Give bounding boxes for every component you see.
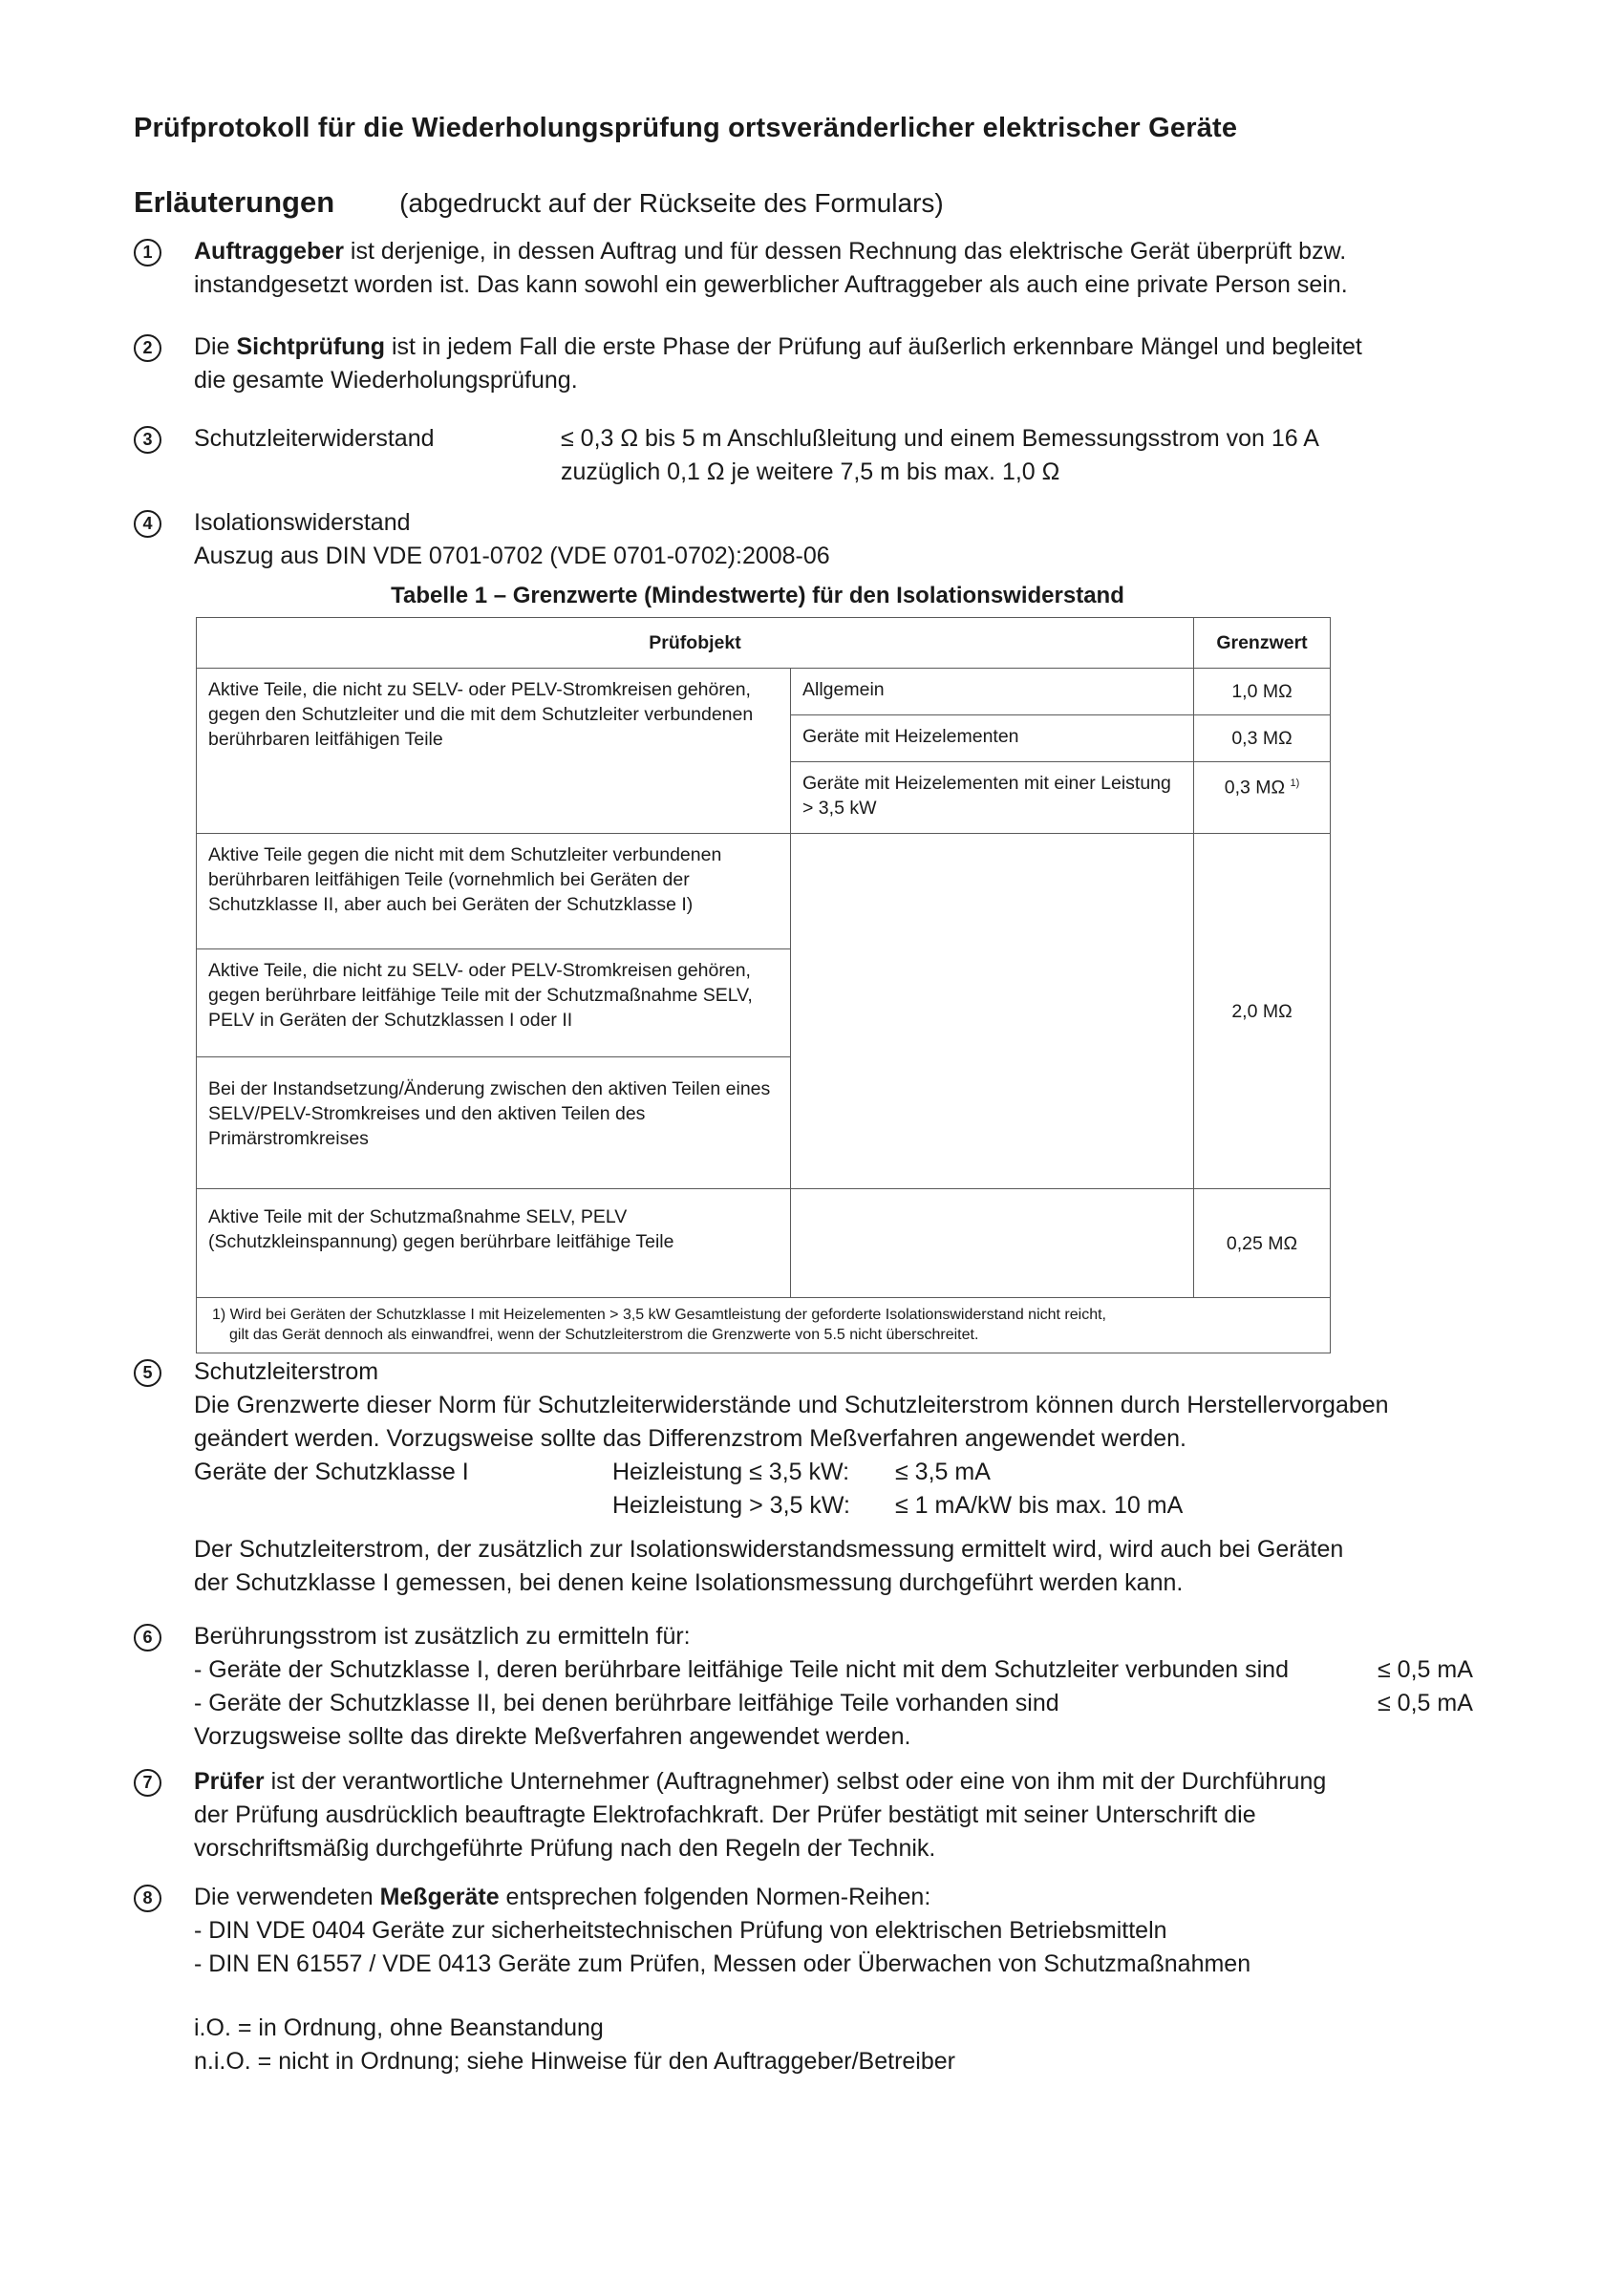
item-4-number: 4	[134, 510, 161, 538]
item-6-limit-3: ≤ 0,5 mA	[1378, 1690, 1473, 1716]
legend-ok: i.O. = in Ordnung, ohne Beanstandung	[194, 2014, 604, 2041]
table-caption: Tabelle 1 – Grenzwerte (Mindestwerte) für den Isolationswiderstand	[391, 583, 1124, 608]
heading-note: (abgedruckt auf der Rückseite des Formulars)	[399, 188, 944, 218]
item-5-note-line-1: Der Schutzleiterstrom, der zusätzlich zur Isolationswiderstandsmessung ermittelt wird, wird auch bei Geräten	[194, 1536, 1344, 1563]
item-1-number: 1	[134, 239, 161, 266]
item-5-line-2: geändert werden. Vorzugsweise sollte das Differenzstrom Meßverfahren angewendet werden.	[194, 1425, 1186, 1452]
item-1-line-1: Auftraggeber ist derjenige, in dessen Auftrag und für dessen Rechnung das elektrische Gerät überprüft bzw.	[194, 238, 1347, 265]
group-1-sub-3: Geräte mit Heizelementen mit einer Leistung > 3,5 kW	[791, 762, 1194, 834]
item-7-line-3: vorschriftsmäßig durchgeführte Prüfung nach den Regeln der Technik.	[194, 1835, 936, 1862]
item-7-line-2: der Prüfung ausdrücklich beauftragte Elektrofachkraft. Der Prüfer bestätigt mit seiner Unterschrift die	[194, 1801, 1256, 1828]
limits-table	[196, 617, 1331, 1353]
item-1-text	[194, 235, 1348, 302]
item-7-text	[194, 1765, 1326, 1865]
row-5-object: Aktive Teile mit der Schutzmaßnahme SELV, PELV (Schutzkleinspannung) gegen berührbare leitfähige Teile	[197, 1189, 791, 1298]
item-8-number: 8	[134, 1885, 161, 1912]
item-5-line-1: Die Grenzwerte dieser Norm für Schutzleiterwiderstände und Schutzleiterstrom können durch Herstellervorgaben	[194, 1392, 1389, 1418]
item-5-condition-2: Heizleistung > 3,5 kW:	[612, 1492, 850, 1519]
item-8-line-3: - DIN EN 61557 / VDE 0413 Geräte zum Prüfen, Messen oder Überwachen von Schutzmaßnahmen	[194, 1950, 1251, 1977]
item-4-source: Auszug aus DIN VDE 0701-0702 (VDE 0701-0702):2008-06	[194, 543, 830, 569]
row-3-object: Aktive Teile, die nicht zu SELV- oder PELV-Stromkreisen gehören, gegen berührbare leitfähige Teile mit der Schutzmaßnahme SELV, PELV in Geräten der Schutzklassen I oder II	[197, 949, 791, 1057]
item-6-text	[194, 1620, 1289, 1754]
item-2-line-2: die gesamte Wiederholungsprüfung.	[194, 367, 578, 394]
group-1-value-3: 0,3 MΩ $^{1)}$	[1194, 762, 1331, 834]
item-6-line-3: - Geräte der Schutzklasse II, bei denen berührbare leitfähige Teile vorhanden sind	[194, 1690, 1059, 1716]
row-5-value: 0,25 MΩ	[1194, 1189, 1331, 1298]
item-3-line-2: zuzüglich 0,1 Ω je weitere 7,5 m bis max. 1,0 Ω	[561, 458, 1060, 485]
item-2-line-1: Die Sichtprüfung ist in jedem Fall die erste Phase der Prüfung auf äußerlich erkennbare Mängel und begleitet	[194, 333, 1362, 360]
group-1-object: Aktive Teile, die nicht zu SELV- oder PELV-Stromkreisen gehören, gegen den Schutzleiter und die mit dem Schutzleiter verbundenen berührbaren leitfähigen Teile	[197, 669, 791, 834]
item-2-number: 2	[134, 334, 161, 362]
item-6-line-1: Berührungsstrom ist zusätzlich zu ermitteln für:	[194, 1623, 691, 1650]
item-5-label: Schutzleiterstrom	[194, 1358, 379, 1385]
group-1-sub-2: Geräte mit Heizelementen	[791, 715, 1194, 762]
row-2-object: Aktive Teile gegen die nicht mit dem Schutzleiter verbundenen berührbaren leitfähigen Teile (vornehmlich bei Geräten der Schutzklasse II, aber auch bei Geräten der Schutzklasse I)	[197, 834, 791, 949]
item-5-class-label: Geräte der Schutzklasse I	[194, 1459, 469, 1485]
document-title: Prüfprotokoll für die Wiederholungsprüfung ortsveränderlicher elektrischer Geräte	[134, 113, 1238, 143]
table-row	[197, 669, 1331, 715]
table-row	[197, 1189, 1331, 1298]
row-5-empty	[791, 1189, 1194, 1298]
item-5-note-line-2: der Schutzklasse I gemessen, bei denen keine Isolationsmessung durchgeführt werden kann.	[194, 1569, 1184, 1596]
section-heading	[134, 185, 944, 220]
item-2-term: Sichtprüfung	[236, 333, 385, 360]
row-4-object: Bei der Instandsetzung/Änderung zwischen den aktiven Teilen eines SELV/PELV-Stromkreises und den aktiven Teilen des Primärstromkreises	[197, 1057, 791, 1189]
item-7-number: 7	[134, 1769, 161, 1797]
item-3-label: Schutzleiterwiderstand	[194, 425, 435, 452]
item-5-condition-1: Heizleistung ≤ 3,5 kW:	[612, 1459, 850, 1485]
item-5-number: 5	[134, 1359, 161, 1387]
item-1-term: Auftraggeber	[194, 238, 344, 265]
group-1-value-1: 1,0 MΩ	[1194, 669, 1331, 715]
item-6-line-4: Vorzugsweise sollte das direkte Meßverfahren angewendet werden.	[194, 1723, 911, 1750]
group-1-value-2: 0,3 MΩ	[1194, 715, 1331, 762]
item-4-text	[194, 506, 830, 573]
item-6-limit-2: ≤ 0,5 mA	[1378, 1656, 1473, 1683]
item-3-number: 3	[134, 426, 161, 454]
item-4-label: Isolationswiderstand	[194, 509, 411, 536]
item-5-limit-1: ≤ 3,5 mA	[895, 1459, 991, 1485]
item-8-line-1: Die verwendeten Meßgeräte entsprechen folgenden Normen-Reihen:	[194, 1884, 931, 1910]
header-limit: Grenzwert	[1194, 618, 1331, 669]
header-object: Prüfobjekt	[197, 618, 1194, 669]
table-footnote-row	[197, 1298, 1331, 1353]
rows-2-4-value: 2,0 MΩ	[1194, 834, 1331, 1189]
item-8-text	[194, 1881, 1250, 1981]
legend-nok: n.i.O. = nicht in Ordnung; siehe Hinweise für den Auftraggeber/Betreiber	[194, 2048, 955, 2075]
item-1-line-2: instandgesetzt worden ist. Das kann sowohl ein gewerblicher Auftraggeber als auch eine private Person sein.	[194, 271, 1348, 298]
item-5-limit-2: ≤ 1 mA/kW bis max. 10 mA	[895, 1492, 1184, 1519]
item-5-note	[194, 1533, 1343, 1600]
item-6-line-2: - Geräte der Schutzklasse I, deren berührbare leitfähige Teile nicht mit dem Schutzleiter verbunden sind	[194, 1656, 1289, 1683]
group-1-sub-1: Allgemein	[791, 669, 1194, 715]
heading-label: Erläuterungen	[134, 185, 335, 219]
item-7-term: Prüfer	[194, 1768, 265, 1795]
row-2-4-empty	[791, 834, 1194, 1189]
item-2-text	[194, 330, 1362, 397]
table-footnote	[197, 1298, 1331, 1353]
footnote-line-1: 1) Wird bei Geräten der Schutzklasse I mit Heizelementen > 3,5 kW Gesamtleistung der geforderte Isolationswiderstand nicht reicht,	[212, 1307, 1106, 1323]
table-header-row	[197, 618, 1331, 669]
item-8-line-2: - DIN VDE 0404 Geräte zur sicherheitstechnischen Prüfung von elektrischen Betriebsmitteln	[194, 1917, 1167, 1944]
table-row	[197, 834, 1331, 949]
item-3-line-1: ≤ 0,3 Ω bis 5 m Anschlußleitung und einem Bemessungsstrom von 16 A	[561, 425, 1319, 452]
footnote-line-2: gilt das Gerät dennoch als einwandfrei, wenn der Schutzleiterstrom die Grenzwerte von 5.5 nicht überschreitet.	[229, 1327, 979, 1343]
item-8-term: Meßgeräte	[379, 1884, 500, 1910]
status-legend	[194, 2012, 955, 2078]
item-7-line-1: Prüfer ist der verantwortliche Unternehmer (Auftragnehmer) selbst oder eine von ihm mit der Durchführung	[194, 1768, 1327, 1795]
item-6-number: 6	[134, 1624, 161, 1651]
